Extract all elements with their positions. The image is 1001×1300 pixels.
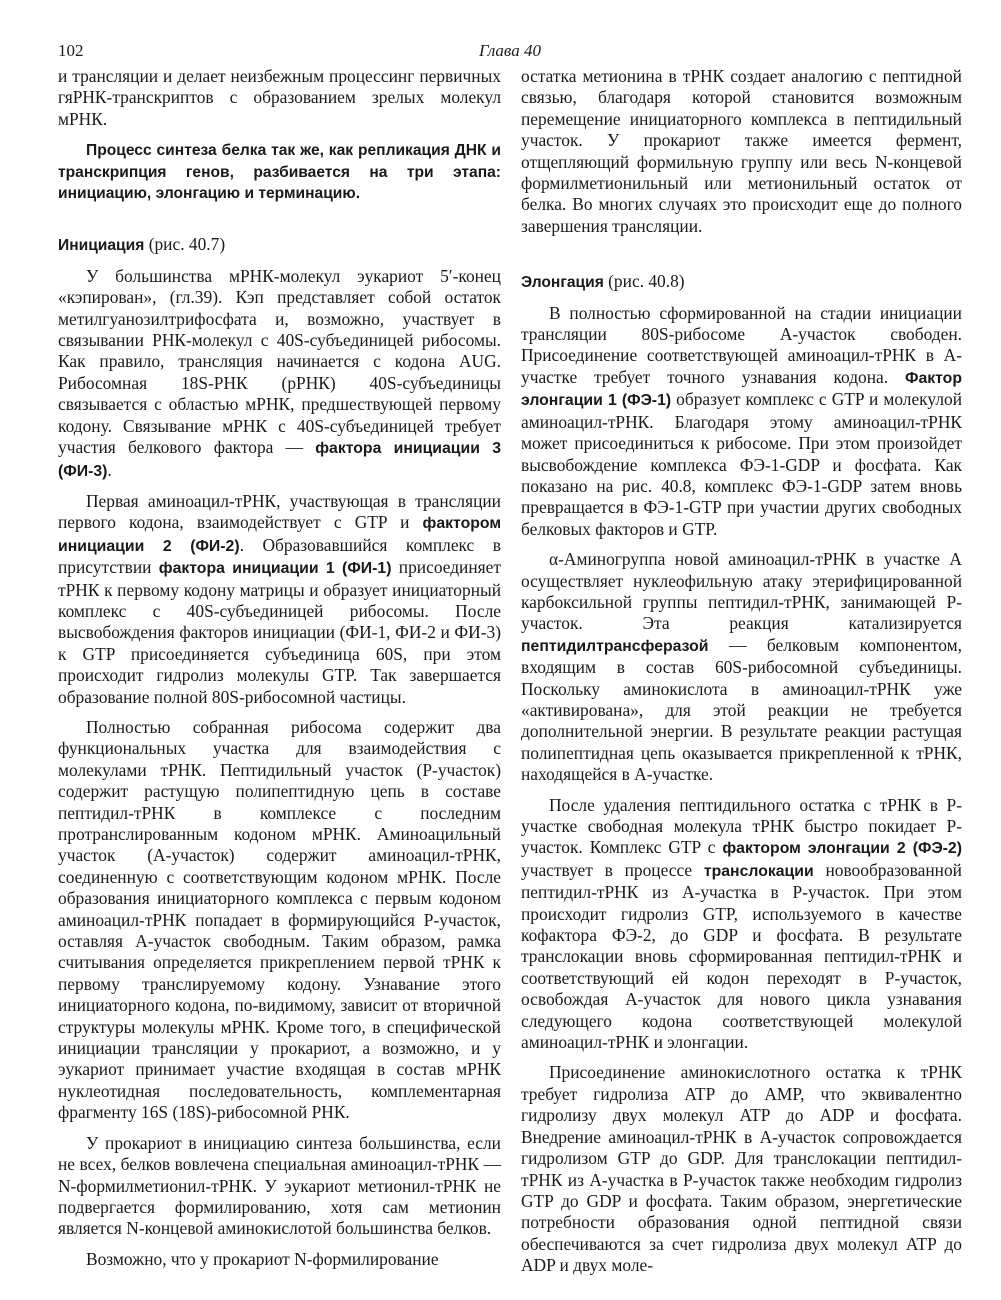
text-run: В полностью сформированной на стадии инициации трансляции 80S-рибосоме А-участок свободен. Присоединение соответствующей аминоацил-тРНК в А-участке требует точного узнавания кодона.	[521, 302, 962, 387]
key-term: фактором элонгации 2 (ФЭ-2)	[722, 840, 962, 858]
text-run: присоединяет тРНК к первому кодону матрицы и образует инициаторный комплекс с 40S-субъединицей рибосомы. После высвобождения факторов инициации (ФИ-1, ФИ-2 и ФИ-3) к GTP присоединяется субъединица 60S, при этом происходит гидролиз молекулы GTP. Так завершается образование полной 80S-рибосомной частицы.	[58, 557, 501, 707]
paragraph	[521, 795, 962, 1054]
paragraph: Возможно, что у прокариот N-формилирование	[86, 1248, 439, 1269]
text-run: α-Аминогруппа новой аминоацил-тРНК в участке А осуществляет нуклеофильную атаку этерифицированной карбоксильной группы пептидил-тРНК, занимающей Р-участок. Эта реакция катализируется	[521, 549, 962, 634]
initiation-figure-ref: (рис. 40.7)	[144, 234, 226, 255]
text-run: . Образовавшийся комплекс в присутствии	[58, 534, 501, 578]
paragraph	[521, 549, 962, 785]
left-paragraph-continuation: и трансляции и делает неизбежным процессинг первичных гяРНК-транскриптов с образованием зрелых молекул мРНК.	[58, 66, 501, 129]
key-term: пептидилтрансферазой	[521, 637, 709, 655]
chapter-title: Глава 40	[479, 41, 541, 60]
key-term: транслокации	[703, 862, 814, 880]
initiation-heading-title: Инициация	[58, 237, 145, 255]
key-term: Фактор элонгации 1 (ФЭ-1)	[521, 369, 962, 410]
right-paragraph-continuation: остатка метионина в тРНК создает аналогию с пептидной связью, благодаря которой становится возможным перемещение инициаторного комплекса в пептидильный участок. У прокариот также имеется фермент, отщепляющий формильную группу или весь N-концевой формилметионильный или метионильный остаток от белка. Во многих случаях это происходит еще до полного завершения трансляции.	[521, 66, 962, 236]
right-column	[521, 66, 962, 1277]
text-run: — белковым компонентом, входящим в состав 60S-рибосомной субъединицы. Поскольку аминокислота в аминоацил-тРНК уже «активирована», для этой реакции не требуется дополнительной энергии. В результате реакции растущая полипептидная цепь оказывается прикрепленной к тРНК, находящейся в А-участке.	[521, 634, 962, 785]
paragraph: Присоединение аминокислотного остатка к тРНК требует гидролиза ATP до AMP, что эквивалентно гидролизу двух молекул ATP до ADP и фосфата. Внедрение аминоацил-тРНК в А-участок сопровождается гидролизом GTP до GDP. Для транслокации пептидил-тРНК из А-участка в Р-участок также необходим гидролиз GTP до GDP и фосфата. Таким образом, энергетические потребности образования одной пептидной связи обеспечиваются за счет гидролиза двух молекул ATP до ADP и двух моле-	[521, 1062, 962, 1276]
paragraph	[58, 491, 501, 708]
text-run: образует комплекс с GTP и молекулой аминоацил-тРНК. Благодаря этому аминоацил-тРНК может присоединиться к рибосоме. При этом произойдет высвобождение комплекса ФЭ-1-GDP и фосфата. Как показано на рис. 40.8, комплекс ФЭ-1-GDP затем вновь превращается в ФЭ-1-GTP при участии других свободных белковых факторов и GTP.	[521, 389, 962, 539]
elongation-heading	[521, 271, 962, 293]
text-run: .	[107, 459, 112, 480]
initiation-heading	[58, 234, 501, 256]
paragraph	[521, 303, 962, 540]
text-run: Первая аминоацил-тРНК, участвующая в трансляции первого кодона, взаимодействует с GTP и	[58, 490, 501, 533]
page-number: 102	[58, 41, 84, 60]
summary-paragraph: Процесс синтеза белка так же, как репликация ДНК и транскрипция генов, разбивается на три этапа: инициацию, элонгацию и терминацию.	[58, 142, 501, 203]
paragraph	[58, 266, 501, 482]
text-run: У большинства мРНК-молекул эукариот 5′-конец «кэпирован», (гл.39). Кэп представляет собой остаток метилгуанозилтрифосфата и, возможно, участвует в связывании РНК-молекул с 40S-субъединицей рибосомы. Как правило, трансляция начинается с кодона AUG. Рибосомная 18S-РНК (рРНК) 40S-субъединицы связывается с областью мРНК, предшествующей первому кодону. Связывание мРНК с 40S-субъединицей требует участия белкового фактора —	[58, 265, 501, 458]
page-header	[58, 41, 962, 63]
text-run: После удаления пептидильного остатка с тРНК в Р-участке свободная молекула тРНК быстро покидает Р-участок. Комплекс GTP с	[521, 794, 962, 858]
elongation-heading-title: Элонгация	[521, 274, 604, 292]
paragraph: Полностью собранная рибосома содержит два функциональных участка для взаимодействия с молекулами тРНК. Пептидильный участок (Р-участок) содержит растущую полипептидную цепь в составе пептидил-тРНК в комплексе с последним протранслированным кодоном мРНК. Аминоацильный участок (А-участок) содержит аминоацил-тРНК, соединенную с соответствующим кодоном мРНК. После образования инициаторного комплекса с первым кодоном аминоацил-тРНК попадает в формирующийся Р-участок, оставляя А-участок свободным. Таким образом, рамка считывания определяется прикреплением первой тРНК к первому транслируемому кодону. Узнавание этого инициаторного кодона, по-видимому, зависит от вторичной структуры молекулы мРНК. Кроме того, в специфической инициации трансляции у прокариот, а возможно, и у эукариот принимает участие входящая в состав мРНК нуклеотидная последовательность, комплементарная фрагменту 16S (18S)-рибосомной РНК.	[58, 716, 501, 1123]
key-term: фактором инициации 2 (ФИ-2)	[58, 515, 501, 555]
text-run: новообразованной пептидил-тРНК из А-участка в Р-участок. При этом происходит гидролиз GTP, используемого в качестве кофактора ФЭ-2, до GDP и фосфата. В результате транслокации вновь сформированная пептидил-тРНК и соответствующий ей кодон переходят в Р-участок, освобождая А-участок для нового цикла узнавания следующего кодона соответствующей молекулой аминоацил-тРНК и элонгации.	[521, 859, 962, 1053]
key-term: фактора инициации 3 (ФИ-3)	[58, 440, 501, 480]
elongation-figure-ref: (рис. 40.8)	[603, 271, 685, 292]
left-column	[58, 66, 501, 1270]
key-term: фактора инициации 1 (ФИ-1)	[158, 560, 392, 578]
paragraph: У прокариот в инициацию синтеза большинства, если не всех, белков вовлечена специальная аминоацил-тРНК — N-формилметионил-тРНК. У эукариот метионил-тРНК не подвергается формилированию, хотя сам метионин является N-концевой аминокислотой большинства белков.	[58, 1132, 501, 1239]
text-run: участвует в процессе	[521, 859, 704, 880]
